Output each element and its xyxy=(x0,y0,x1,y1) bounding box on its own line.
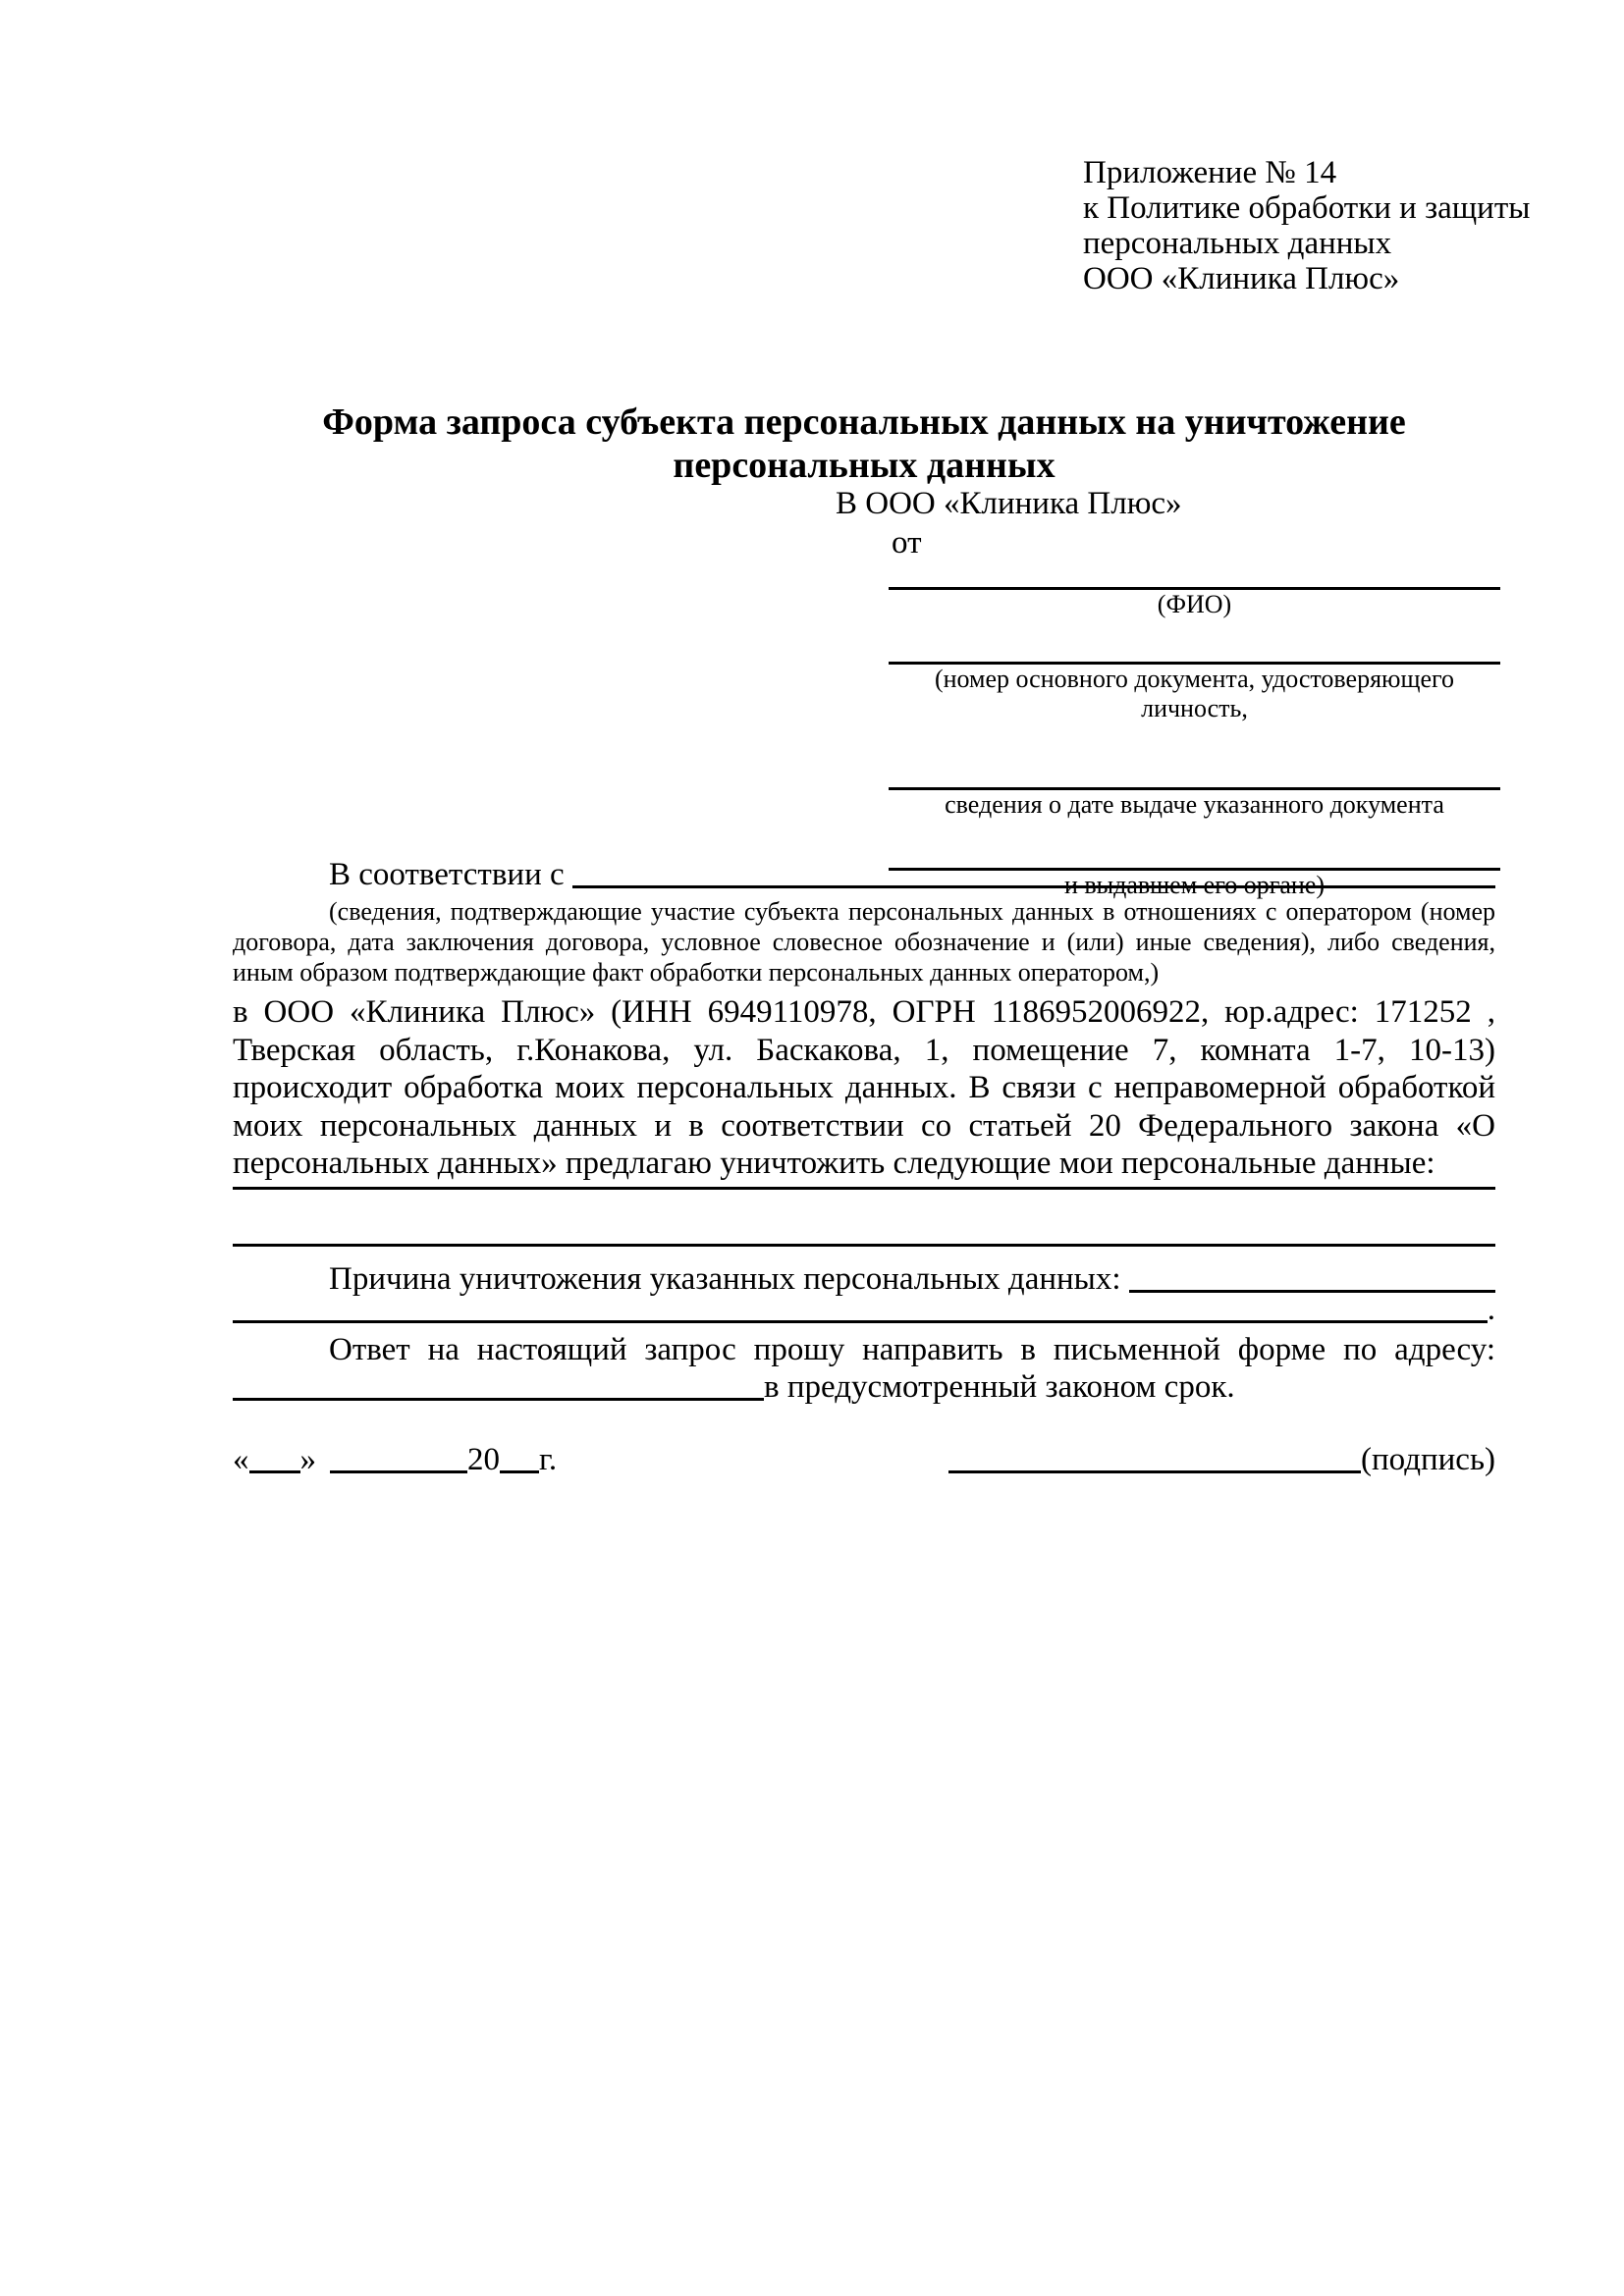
form-title xyxy=(233,400,1495,487)
footer-row xyxy=(233,1441,1495,1478)
accordance-note: (сведения, подтверждающие участие субъекта персональных данных в отношениях с оператором (номер договора, дата заключения договора, условное словесное обозначение и (или) иные сведения), либо сведения, иным образом подтверждающие факт обработки персональных данных оператором,) xyxy=(233,897,1495,987)
reason-continuation-row xyxy=(233,1291,1495,1328)
data-field-line-1 xyxy=(233,1187,1495,1190)
appendix-note xyxy=(1083,155,1535,296)
reason-period: . xyxy=(1487,1292,1495,1327)
form-title-line-2: персональных данных xyxy=(673,445,1056,486)
issue-date-field-line xyxy=(889,723,1500,790)
fio-field-line xyxy=(889,532,1500,590)
year-prefix: 20 xyxy=(467,1442,500,1477)
form-title-line-1: Форма запроса субъекта персональных данных на уничтожение xyxy=(322,401,1406,443)
signature-field-group xyxy=(948,1441,1495,1478)
document-number-caption: (номер основного документа, удостоверяющего личность, xyxy=(934,665,1455,722)
quote-open: « xyxy=(233,1442,249,1477)
appendix-note-line-4: ООО «Клиника Плюс» xyxy=(1083,261,1400,296)
document-number-field-line xyxy=(889,619,1500,665)
fio-caption: (ФИО) xyxy=(1157,590,1232,618)
response-address-row xyxy=(233,1368,1495,1406)
appendix-note-line-2: к Политике обработки и защиты xyxy=(1083,190,1531,226)
date-field-group xyxy=(233,1441,557,1478)
signature-field-line xyxy=(948,1470,1361,1473)
response-request-line: Ответ на настоящий запрос прошу направить в письменной форме по адресу: xyxy=(329,1332,1495,1367)
issuing-authority-caption: и выдавшем его органе) xyxy=(1063,871,1326,899)
reason-field-line-2 xyxy=(233,1291,1488,1323)
month-field-line xyxy=(330,1470,467,1473)
issue-date-caption: сведения о дате выдаче указанного документа xyxy=(945,790,1444,819)
accordance-field-line xyxy=(572,856,1495,888)
from-label: от xyxy=(892,525,922,561)
year-suffix: г. xyxy=(539,1442,558,1477)
day-field-line xyxy=(249,1470,300,1473)
quote-close: » xyxy=(299,1442,316,1477)
appendix-note-line-3: персональных данных xyxy=(1083,226,1392,261)
addressee-line: В ООО «Клиника Плюс» xyxy=(836,486,1182,521)
body-paragraph: в ООО «Клиника Плюс» (ИНН 6949110978, ОГРН 1186952006922, юр.адрес: 171252 , Тверская область, г.Конакова, ул. Баскакова, 1, помещение 7, комната 1-7, 10-13) происходит обработка моих персональных данных. В связи с неправомерной обработкой моих персональных данных и в соответствии со статьей 20 Федерального закона «О персональных данных» предлагаю уничтожить следующие мои персональные данные: xyxy=(233,994,1495,1181)
response-term-text: в предусмотренный законом срок. xyxy=(764,1369,1235,1405)
signature-caption: (подпись) xyxy=(1361,1442,1495,1477)
appendix-note-line-1: Приложение № 14 xyxy=(1083,155,1337,190)
reason-label: Причина уничтожения указанных персональных данных: xyxy=(329,1261,1121,1297)
data-field-line-2 xyxy=(233,1244,1495,1247)
accordance-row xyxy=(233,856,1495,893)
applicant-fields xyxy=(889,532,1500,900)
address-field-line xyxy=(233,1398,764,1401)
accordance-lead: В соответствии с xyxy=(329,857,565,892)
reason-field-line xyxy=(1129,1260,1495,1293)
year-field-line xyxy=(500,1470,539,1473)
